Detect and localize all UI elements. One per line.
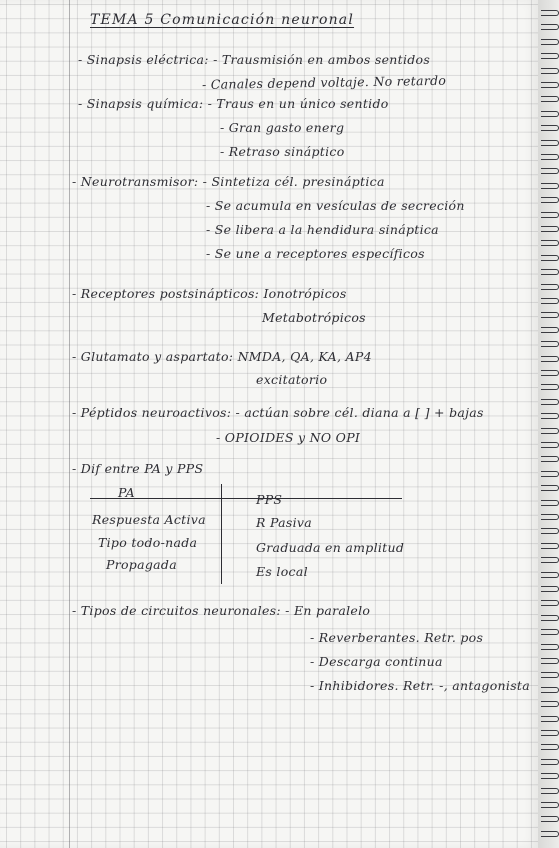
spiral-ring	[541, 428, 559, 434]
note-sinapsis-quimica: - Sinapsis química: - Traus en un único sentido	[78, 96, 389, 111]
spiral-ring	[541, 658, 559, 664]
note-glutamato: - Glutamato y aspartato: NMDA, QA, KA, AP4	[72, 349, 372, 364]
spiral-ring	[541, 356, 559, 362]
spiral-ring	[541, 10, 559, 16]
spiral-ring	[541, 543, 559, 549]
note-receptores: - Receptores postsinápticos: Ionotrópicos	[72, 286, 347, 301]
note-neurotransmisor: - Neurotransmisor: - Sintetiza cél. presináptica	[72, 174, 385, 189]
spiral-ring	[541, 629, 559, 635]
spiral-ring	[541, 500, 559, 506]
note-circuitos: - Tipos de circuitos neuronales: - En paralelo	[72, 603, 371, 618]
spiral-ring	[541, 744, 559, 750]
spiral-ring	[541, 557, 559, 563]
spiral-ring	[541, 96, 559, 102]
table-cell-pps-2: Graduada en amplitud	[256, 540, 405, 555]
spiral-ring	[541, 442, 559, 448]
spiral-ring	[541, 831, 559, 837]
note-excitatorios: excitatorio	[256, 372, 328, 387]
table-column-divider	[221, 484, 222, 584]
spiral-ring	[541, 341, 559, 347]
spiral-ring	[541, 183, 559, 189]
note-reverberantes: - Reverberantes. Retr. pos	[310, 630, 484, 645]
table-cell-pps-3: Es local	[256, 564, 308, 579]
spiral-ring	[541, 255, 559, 261]
spiral-ring	[541, 68, 559, 74]
table-cell-pps-1: R Pasiva	[256, 515, 313, 530]
spiral-ring	[541, 269, 559, 275]
note-peptidos: - Péptidos neuroactivos: - actúan sobre cél. diana a [ ] + bajas	[72, 405, 484, 420]
spiral-ring	[541, 168, 559, 174]
spiral-ring	[541, 816, 559, 822]
spiral-ring	[541, 370, 559, 376]
spiral-ring	[541, 240, 559, 246]
spiral-ring	[541, 212, 559, 218]
page-title: TEMA 5 Comunicación neuronal	[90, 12, 355, 28]
note-canales-voltaje: - Canales depend voltaje. No retardo	[201, 72, 447, 92]
spiral-ring	[541, 788, 559, 794]
spiral-ring	[541, 802, 559, 808]
spiral-ring	[541, 514, 559, 520]
spiral-ring	[541, 471, 559, 477]
spiral-ring	[541, 284, 559, 290]
table-cell-pa-3: Propagada	[106, 557, 177, 572]
spiral-ring	[541, 39, 559, 45]
note-opioides: - OPIOIDES y NO OPI	[216, 430, 361, 445]
spiral-ring	[541, 140, 559, 146]
table-header-pa: PA	[118, 485, 135, 500]
spiral-ring	[541, 327, 559, 333]
spiral-ring	[541, 226, 559, 232]
note-metabotropicos: Metabotrópicos	[262, 310, 366, 325]
spiral-ring	[541, 399, 559, 405]
spiral-ring	[541, 312, 559, 318]
spiral-ring	[541, 687, 559, 693]
spiral-ring	[541, 413, 559, 419]
spiral-ring	[541, 600, 559, 606]
spiral-ring	[541, 615, 559, 621]
spiral-ring	[541, 485, 559, 491]
note-libera: - Se libera a la hendidura sináptica	[206, 222, 439, 237]
spiral-ring	[541, 701, 559, 707]
spiral-ring	[541, 298, 559, 304]
spiral-ring	[541, 24, 559, 30]
spiral-ring	[541, 644, 559, 650]
spiral-ring	[541, 773, 559, 779]
spiral-ring	[541, 672, 559, 678]
spiral-ring	[541, 759, 559, 765]
spiral-ring	[541, 572, 559, 578]
spiral-ring	[541, 154, 559, 160]
spiral-ring	[541, 125, 559, 131]
table-header-pps: PPS	[256, 492, 283, 507]
spiral-ring	[541, 82, 559, 88]
spiral-ring	[541, 111, 559, 117]
table-cell-pa-2: Tipo todo-nada	[98, 535, 198, 550]
note-sinapsis-electrica: - Sinapsis eléctrica: - Trausmisión en ambos sentidos	[78, 52, 431, 67]
spiral-ring	[541, 716, 559, 722]
spiral-ring	[541, 197, 559, 203]
note-acumula: - Se acumula en vesículas de secreción	[206, 198, 465, 213]
spiral-ring	[541, 586, 559, 592]
spiral-ring	[541, 456, 559, 462]
note-une: - Se une a receptores específicos	[206, 246, 425, 261]
spiral-ring	[541, 53, 559, 59]
spiral-ring	[541, 384, 559, 390]
spiral-ring	[541, 528, 559, 534]
table-cell-pa-1: Respuesta Activa	[92, 512, 206, 527]
margin-line	[69, 0, 70, 848]
note-retraso: - Retraso sináptico	[220, 144, 345, 159]
note-descarga: - Descarga continua	[310, 654, 443, 669]
table-header-rule	[90, 498, 402, 499]
note-inhibidores: - Inhibidores. Retr. -, antagonista	[310, 678, 530, 693]
note-gran-gasto: - Gran gasto energ	[220, 120, 345, 135]
spiral-ring	[541, 730, 559, 736]
note-dif-pa-pps: - Dif entre PA y PPS	[72, 461, 204, 476]
